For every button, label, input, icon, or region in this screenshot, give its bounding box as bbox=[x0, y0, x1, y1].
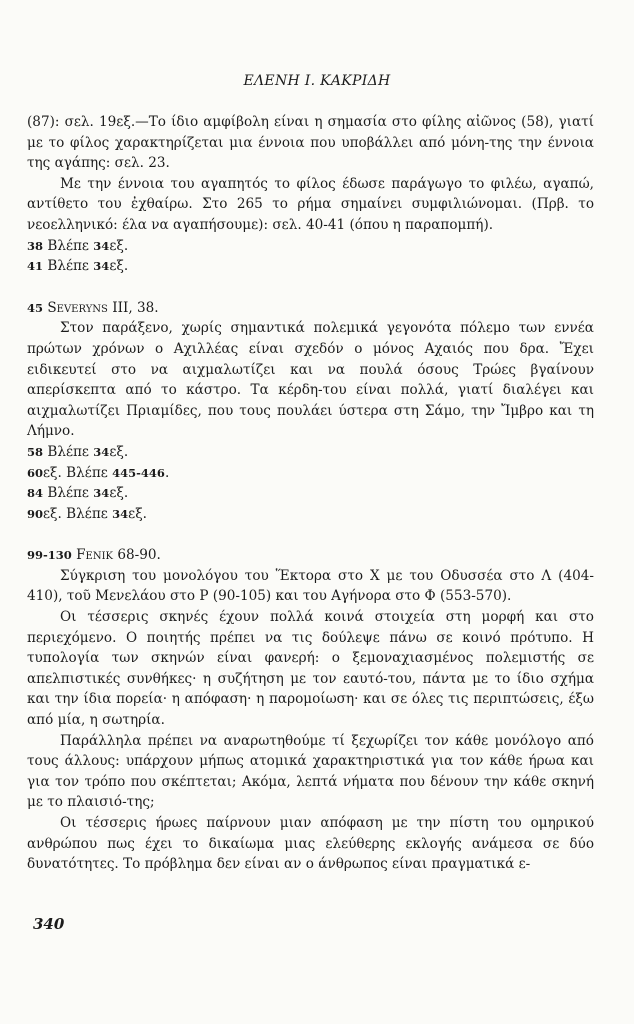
page-content bbox=[27, 112, 594, 875]
paragraph: Με την έννοια του αγαπητός το φίλος έδωσε παράγωγο το φιλέω, αγαπώ, αντίθετο του ἐχθαίρω. Στο 265 το ρήμα σημαίνει συμφιλιώνομαι. (Πρβ. το νεοελληνικό: έλα να αγαπήσουμε): σελ. 40-41 (όπου η παραπομπή). bbox=[27, 175, 594, 233]
paragraph: Στον παράξενο, χωρίς σημαντικά πολεμικά γεγονότα πόλεμο των εννέα πρώτων χρόνων ο Αχιλλέας είναι σχεδόν ο μόνος Αχαιός που δρα. Ἔχει ειδικευτεί στο να αιχμαλωτίζει και να πουλά όσους Τρώες βγαίνουν απερίσκεπτα από το κάστρο. Τα κέρδη-του είναι πολλά, γιατί διαλέγει και αιχμαλωτίζει Πριαμίδες, που τους πουλάει ύστερα στη Σάμο, την Ἴμβρο και τη Λήμνο. bbox=[27, 320, 594, 440]
cross-reference: 41 Βλέπε 34εξ. bbox=[27, 258, 129, 275]
cross-reference: 38 Βλέπε 34εξ. bbox=[27, 237, 129, 254]
paragraph: Οι τέσσερις σκηνές έχουν πολλά κοινά στοιχεία στη μορφή και στο περιεχόμενο. Ο ποιητής πρέπει να τις δούλεψε πάνω σε κοινό πρότυπο. Η τυπολογία των σκηνών είναι φανερή: ο ξεμοναχιασμένος πολεμιστής σε απελπιστικές συνθήκες· η συζήτηση με τον εαυτό-του, πάντα με το ίδιο σχήμα και την ίδια πορεία· η απόφαση· η παρομοίωση· και σε όλες τις περιπτώσεις, έξω από μία, η σωτηρία. bbox=[27, 609, 594, 729]
paragraph: (87): σελ. 19εξ.—Το ίδιο αμφίβολη είναι η σημασία στο φίλης αἰῶνος (58), γιατί με το φίλος χαρακτηρίζεται μια έννοια που υποβάλλει από μόνη-της την έννοια της αγάπης: σελ. 23. bbox=[27, 114, 594, 172]
cross-reference: 90εξ. Βλέπε 34εξ. bbox=[27, 505, 148, 522]
paragraph: Παράλληλα πρέπει να αναρωτηθούμε τί ξεχωρίζει τον κάθε μονόλογο από τους άλλους: υπάρχουν μήπως ατομικά χαρακτηριστικά για τον κάθε ήρωα και για τον τρόπο που σκέπτεται; Ακόμα, λεπτά νήματα που δένουν την κάθε σκηνή με το πλαισιό-της; bbox=[27, 732, 594, 811]
paragraph: Οι τέσσερις ήρωες παίρνουν μιαν απόφαση με την πίστη του ομηρικού ανθρώπου πως έχει το δικαίωμα μιας ελεύθερης εκλογής ανάμεσα σε δύο δυνατότητες. Το πρόβλημα δεν είναι αν ο άνθρωπος είναι πραγματικά ε- bbox=[27, 815, 594, 873]
page-number: 340 bbox=[33, 915, 65, 933]
paragraph: Σύγκριση του μονολόγου του Ἕκτορα στο Χ με του Οδυσσέα στο Λ (404-410), τοῦ Μενελάου στο Ρ (90-105) και του Αγήνορα στο Φ (553-570). bbox=[27, 567, 594, 605]
note-heading: 45 Severyns III, 38. bbox=[27, 299, 159, 316]
cross-reference: 60εξ. Βλέπε 445-446. bbox=[27, 464, 170, 481]
note-heading: 99-130 Fenik 68-90. bbox=[27, 547, 161, 564]
cross-reference: 84 Βλέπε 34εξ. bbox=[27, 485, 129, 502]
running-header: ΕΛΕΝΗ Ι. ΚΑΚΡΙΔΗ bbox=[243, 73, 391, 89]
cross-reference: 58 Βλέπε 34εξ. bbox=[27, 443, 129, 460]
